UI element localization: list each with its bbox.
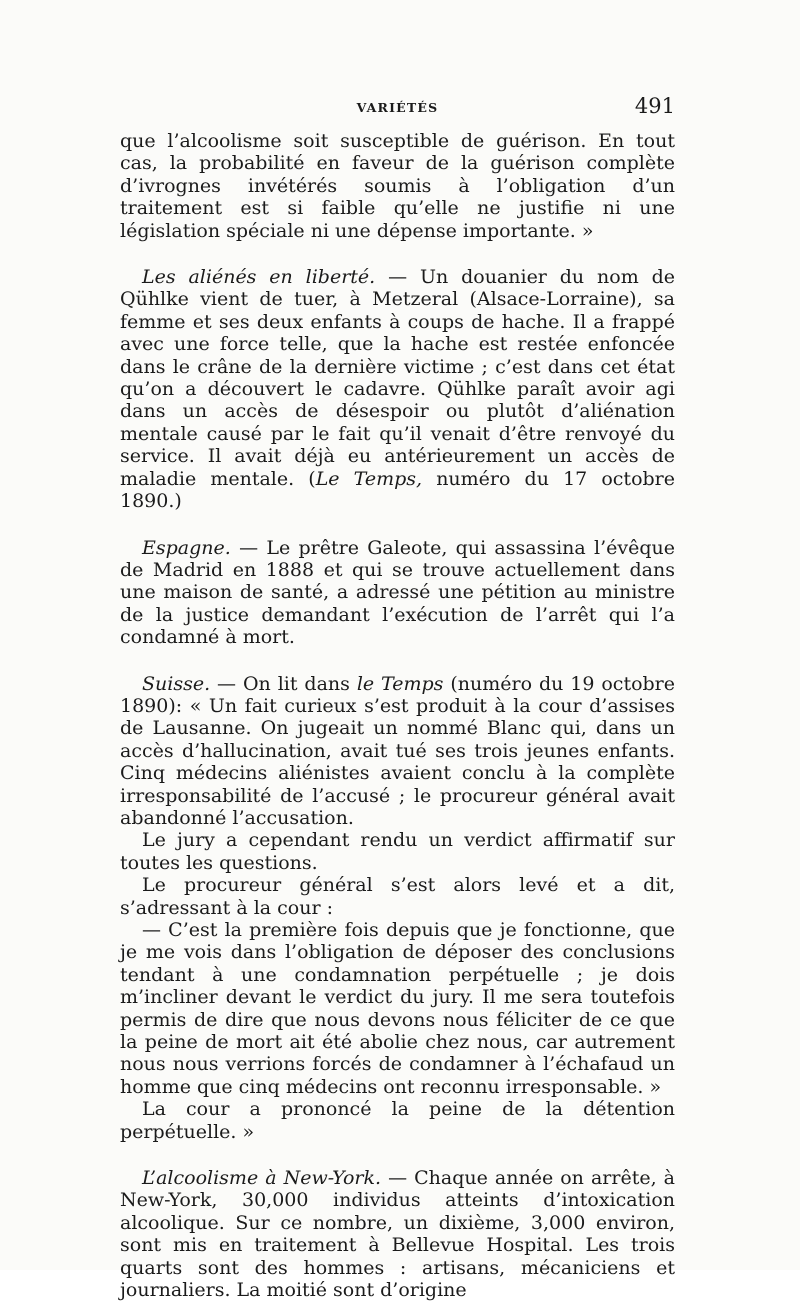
em-dash: — [375,266,420,289]
section-title-espagne: Espagne. [142,536,231,559]
em-dash: — [230,536,267,559]
paragraph-suisse [120,673,675,830]
alienes-text-a: Un douanier du nom de Qühlke vient de tuer, à Metzeral (Alsace-Lorraine), sa femme et ses deux enfants à coups de hache. Il a frappé avec une force telle, que la hache est restée enfoncée dans le crâne de la dernière victime ; c’est dans cet état qu’on a découvert le cadavre. Qühlke paraît avoir agi dans un accès de désespoir ou plutôt d’aliénation mentale causé par le fait qu’il venait d’être renvoyé du service. Il avait déjà eu antérieurement un accès de maladie mentale. ( [120,266,675,490]
paragraph-alienes [120,266,675,512]
section-title-suisse: Suisse. [142,672,211,695]
suisse-text-a: On lit dans [242,672,357,695]
running-head: VARIÉTÉS [356,100,439,115]
paragraph-suisse-quote: — C’est la première fois depuis que je fonctionne, que je me vois dans l’obligation de déposer des conclusions tendant à une condamnation perpétuelle ; je dois m’incliner devant le verdict du jury. Il me sera toutefois permis de dire que nous devons nous féliciter de ce que la peine de mort ait été abolie chez nous, car autrement nous nous verrions forcés de condamner à l’échafaud un homme que cinq médecins ont reconnu irresponsable. » [120,919,675,1098]
paragraph-espagne [120,537,675,649]
suisse-text-b: (numéro du 19 octobre 1890): « Un fait curieux s’est produit à la cour d’assises de Lausanne. On jugeait un nommé Blanc qui, dans un accès d’hallucination, avait tué ses trois jeunes enfants. Cinq médecins aliénistes avaient conclu à la complète irresponsabilité de l’accusé ; le procureur général avait abandonné l’accusation. [120,672,676,829]
section-title-newyork: L’alcoolisme à New-York. [142,1167,382,1190]
suisse-source: le Temps [356,672,444,695]
paragraph-newyork [120,1167,675,1301]
section-title-alienes: Les aliénés en liberté. [142,266,376,289]
espagne-text: Le prêtre Galeote, qui assassina l’évêque de Madrid en 1888 et qui se trouve actuellement dans une maison de santé, a adressé une pétition au ministre de la justice demandant l’exécution de l’arrêt qui l’a condamné à mort. [120,536,675,649]
page-header [120,94,675,124]
em-dash: — [210,672,243,695]
paragraph-suisse-verdict: La cour a prononcé la peine de la détention perpétuelle. » [120,1098,675,1143]
paragraph-continuation: que l’alcoolisme soit susceptible de guérison. En tout cas, la probabilité en faveur de la guérison complète d’ivrognes invétérés soumis à l’obligation d’un traitement est si faible qu’elle ne justifie ni une législation spéciale ni une dépense importante. » [120,130,675,242]
newyork-text: Chaque année on arrête, à New-York, 30,000 individus atteints d’intoxication alcoolique. Sur ce nombre, un dixième, 3,000 environ, sont mis en traitement à Bellevue Hospital. Les trois quarts sont des hommes : artisans, mécaniciens et journaliers. La moitié sont d’origine [120,1167,675,1302]
page-body [120,130,675,1302]
paragraph-suisse-jury: Le jury a cependant rendu un verdict affirmatif sur toutes les questions. [120,829,675,874]
alienes-text-b: numéro du 17 octobre 1890.) [120,467,675,513]
em-dash: — [381,1167,415,1190]
paragraph-suisse-procureur: Le procureur général s’est alors levé et a dit, s’adressant à la cour : [120,874,675,919]
page-number: 491 [634,94,675,118]
alienes-source: Le Temps, [315,467,423,490]
